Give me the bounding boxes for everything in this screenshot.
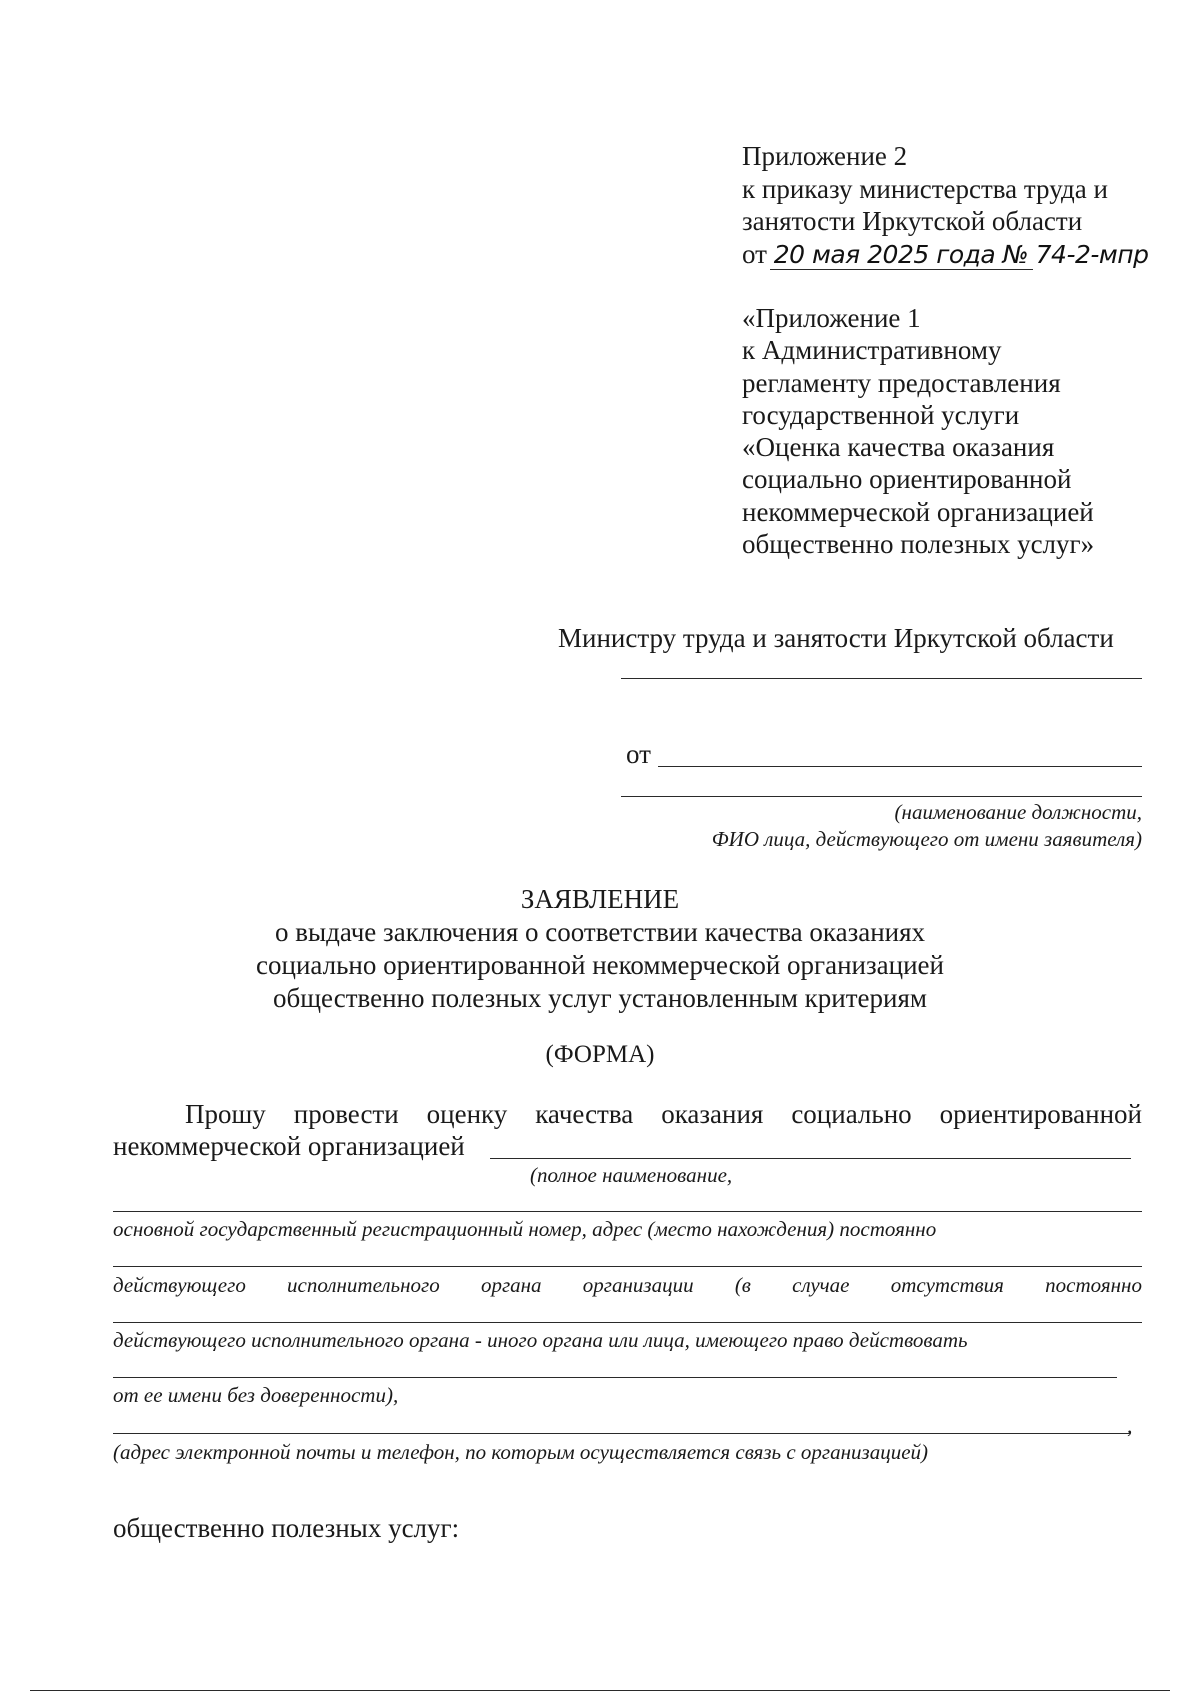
- request-word: качества: [535, 1099, 634, 1129]
- appendix-1-line: регламенту предоставления: [742, 367, 1061, 398]
- appendix-1-line: «Приложение 1: [742, 303, 921, 333]
- request-line-1: [185, 1098, 1142, 1130]
- appendix-1-line: социально ориентированной: [742, 464, 1072, 495]
- fill-line: [113, 1266, 1142, 1267]
- org-name-line: [490, 1158, 1131, 1159]
- handwritten-date-number: 20 мая 2025 года № 74-2-мпр: [773, 239, 1149, 269]
- caption-word: случае: [792, 1273, 850, 1297]
- fill-line: [113, 1211, 1142, 1212]
- document-subtitle: социально ориентированной некоммерческой организацией: [256, 950, 944, 980]
- appendix-1-line: «Оценка качества оказания: [742, 432, 1055, 463]
- appendix-2-block: [742, 140, 1172, 271]
- request-word: Прошу: [185, 1099, 266, 1129]
- addressee-caption: (наименование должности,: [894, 800, 1142, 824]
- caption-word: действующего: [113, 1273, 246, 1297]
- request-word: оказания: [661, 1099, 764, 1129]
- caption-word: органа: [480, 1273, 542, 1297]
- contacts-line: [113, 1433, 1130, 1434]
- appendix-1-block: [742, 302, 1094, 560]
- request-word: оценку: [426, 1099, 508, 1129]
- from-line-2: [621, 796, 1142, 797]
- appendix-2-line: занятости Иркутской области: [742, 206, 1083, 236]
- appendix-1-line: некоммерческой организацией: [742, 496, 1094, 527]
- document-subtitle: общественно полезных услуг установленным критериям: [273, 983, 927, 1013]
- caption-exec-line-1: [113, 1273, 1142, 1298]
- addressee-to: Министру труда и занятости Иркутской области: [558, 623, 1114, 653]
- appendix-2-from-label: от: [742, 238, 767, 269]
- addressee-caption: ФИО лица, действующего от имени заявителя): [711, 827, 1142, 851]
- request-word: социально: [791, 1099, 912, 1129]
- page-bottom-rule: [30, 1690, 1170, 1691]
- caption-exec-line-2: действующего исполнительного органа - иного органа или лица, имеющего право действовать: [113, 1328, 968, 1352]
- fill-line: [113, 1377, 1117, 1378]
- services-heading: общественно полезных услуг:: [113, 1513, 460, 1543]
- request-line-2: некоммерческой организацией: [113, 1131, 465, 1161]
- caption-word: исполнительного: [287, 1273, 440, 1297]
- appendix-2-date-row: [742, 238, 1172, 272]
- addressee-from-label: от: [626, 739, 651, 769]
- caption-exec-line-3: от ее имени без доверенности),: [113, 1383, 399, 1407]
- appendix-2-title: Приложение 2: [742, 141, 908, 171]
- appendix-1-line: к Административному: [742, 335, 1002, 366]
- request-word: провести: [293, 1099, 399, 1129]
- request-word: ориентированной: [939, 1099, 1142, 1129]
- caption-ogrn: основной государственный регистрационный номер, адрес (место нахождения) постоянно: [113, 1217, 937, 1241]
- addressee-line: [621, 678, 1142, 679]
- form-label: (ФОРМА): [545, 1041, 655, 1068]
- caption-word: отсутствия: [890, 1273, 1004, 1297]
- caption-contacts: (адрес электронной почты и телефон, по которым осуществляется связь с организацией): [113, 1440, 929, 1464]
- caption-word: организации: [582, 1273, 694, 1297]
- from-line: [658, 766, 1142, 767]
- appendix-2-line: к приказу министерства труда и: [742, 173, 1108, 204]
- date-underline: [770, 269, 1033, 270]
- fill-line: [113, 1322, 1142, 1323]
- contacts-comma: ,: [1127, 1413, 1133, 1438]
- document-subtitle: о выдаче заключения о соответствии качества оказаниях: [274, 917, 926, 947]
- caption-word: (в: [734, 1273, 751, 1297]
- caption-fullname: (полное наименование,: [530, 1163, 733, 1187]
- appendix-1-line: общественно полезных услуг»: [742, 529, 1095, 560]
- appendix-1-line: государственной услуги: [742, 399, 1020, 430]
- document-title: ЗАЯВЛЕНИЕ: [520, 884, 680, 914]
- caption-word: постоянно: [1045, 1273, 1142, 1297]
